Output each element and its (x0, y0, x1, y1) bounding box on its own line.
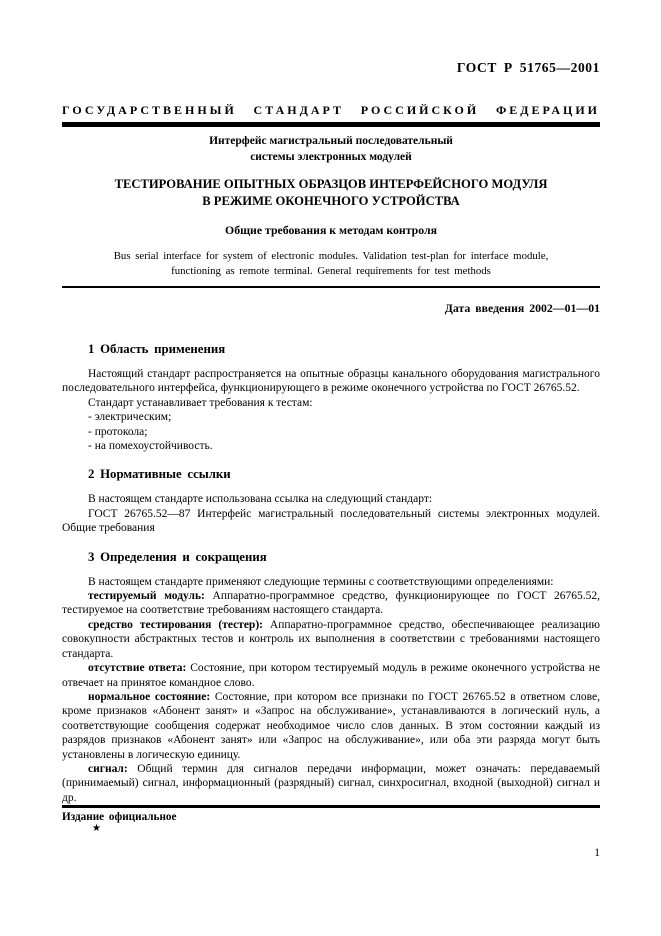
definition-paragraph (62, 589, 600, 618)
header-rule-thick (62, 122, 600, 127)
definition-text: Состояние, при котором все признаки по ГОСТ 26765.52 в ответном слове, кроме признаков «Абонент занят» и «Запрос на обслуживание», устанавливаются в логический нуль, а соответствующие сообщения содержат необходимое число слов данных. В этом состоянии каждый из разрядов признаков «Абонент занят» или «Запрос на обслуживание», или оба эти разряда могут быть установлены в логическую единицу. (62, 690, 600, 761)
header-rule-thin (62, 286, 600, 288)
main-title-line-1: ТЕСТИРОВАНИЕ ОПЫТНЫХ ОБРАЗЦОВ ИНТЕРФЕЙСНОГО МОДУЛЯ (114, 177, 548, 191)
definition-term: отсутствие ответа: (88, 662, 187, 675)
subtitle: Общие требования к методам контроля (225, 223, 437, 237)
subject-block (62, 134, 600, 165)
section-scope (62, 342, 600, 453)
page-footer (62, 805, 600, 859)
definition-paragraph (62, 618, 600, 661)
paragraph: В настоящем стандарте применяют следующие термины с соответствующими определениями: (88, 575, 554, 588)
definition-text: Аппаратно-программное средство, обеспечивающее реализацию совокупности абстрактных тестов и контроль их выполнения в соответствии с требованиями настоящего стандарта. (62, 618, 600, 660)
definition-term: тестируемый модуль: (88, 590, 205, 603)
english-title (62, 249, 600, 278)
section-normative-references (62, 467, 600, 535)
definition-term: сигнал: (88, 762, 128, 775)
section-heading: 2 Нормативные ссылки (88, 467, 231, 482)
effective-date: Дата введения 2002—01—01 (444, 301, 600, 315)
section-heading: 3 Определения и сокращения (88, 549, 267, 564)
definition-paragraph (62, 661, 600, 690)
main-title (62, 176, 600, 209)
definition-term: средство тестирования (тестер): (88, 618, 263, 631)
subject-line-1: Интерфейс магистральный последовательный (209, 135, 453, 147)
section-heading: 1 Область применения (88, 342, 226, 356)
list-item: - электрическим; (88, 411, 172, 424)
federation-header: ГОСУДАРСТВЕННЫЙ СТАНДАРТ РОССИЙСКОЙ ФЕДЕРАЦИИ (62, 103, 600, 117)
footer-rule (62, 805, 600, 808)
list-item: - протокола; (88, 425, 148, 438)
page-number: 1 (594, 847, 600, 859)
definition-term: нормальное состояние: (88, 690, 211, 703)
english-title-line-2: functioning as remote terminal. General requirements for test methods (171, 264, 491, 277)
section-definitions (62, 550, 600, 806)
paragraph: Стандарт устанавливает требования к тестам: (88, 396, 313, 409)
main-title-line-2: В РЕЖИМЕ ОКОНЕЧНОГО УСТРОЙСТВА (202, 193, 460, 208)
definition-text: Общий термин для сигналов передачи информации, может означать: передаваемый (принимаемый) сигнал, информационный (разрядный) сигнал, синхросигнал, входной (выходной) сигнал и др. (62, 762, 600, 804)
english-title-line-1: Bus serial interface for system of electronic modules. Validation test-plan for interface module, (113, 250, 549, 262)
definition-paragraph (62, 762, 600, 805)
paragraph: ГОСТ 26765.52—87 Интерфейс магистральный последовательный системы электронных модулей. Общие требования (62, 507, 600, 535)
paragraph: В настоящем стандарте использована ссылка на следующий стандарт: (88, 493, 433, 506)
edition-note: Издание официальное (62, 810, 177, 823)
list-item: - на помехоустойчивость. (88, 440, 213, 453)
subject-line-2: системы электронных модулей (250, 150, 412, 163)
definition-text: Состояние, при котором тестируемый модуль в режиме оконечного устройства не отвечает на принятое командное слово. (62, 662, 600, 689)
definition-text: Аппаратно-программное средство, функционирующее по ГОСТ 26765.52, тестируемое на соответствие требованиям настоящего стандарта. (62, 590, 601, 617)
doc-number: ГОСТ Р 51765—2001 (456, 60, 600, 75)
star-icon: ★ (92, 822, 101, 834)
paragraph: Настоящий стандарт распространяется на опытные образцы канального оборудования магистрального последовательного интерфейса, функционирующего в режиме оконечного устройства по ГОСТ 26765.52. (62, 368, 600, 395)
definition-paragraph (62, 690, 600, 762)
